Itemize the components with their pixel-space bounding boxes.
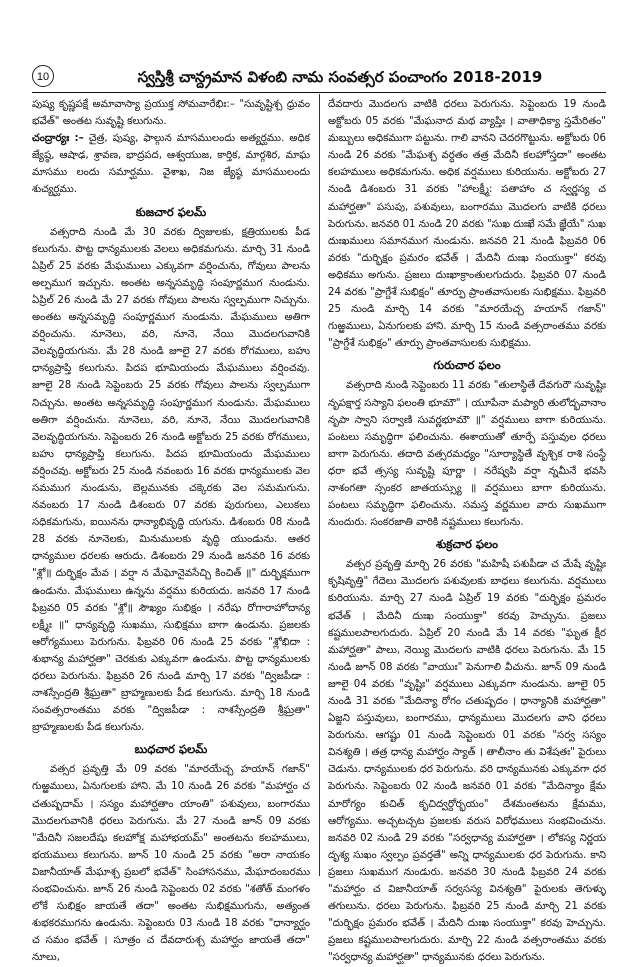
chandrara-text: చైత్ర, పుష్య, ఫాల్గున మాసములందు అత్యర్ఘము. అధిక జ్యేష్ఠ, ఆషాఢ, శ్రావణ, భాద్రపద, ఆశ్వయుజ, కార్తిక, మార్గశిర, మాఘ మాసము లందు సమార్ఘము. వైశాఖ, నిజ జ్యేష్ఠ మాసములందు శుచ్యర్ఘము. <box>32 133 310 196</box>
chandrara-paragraph <box>32 130 310 198</box>
header-rule <box>32 92 606 93</box>
guru-paragraph: వత్సరాది నుండి సెప్టెంబరు 11 వరకు "తులాస్థితే దేవగురౌ సువృష్టిః నృపక్షార్త సస్యాని ఫలంతి భూమౌ" । యూపేనా మప్యారి తులోద్భవానాం నృపా స్వాని సర్వాణి సువర్ణభూమౌ ॥" వర్షములు బాగా కురియును. పంటలు సమృద్ధిగా ఫలించును. ఈశాయుతో తూర్పే పస్తువుల ధరలు బాగా పెరుగును. తదాది వత్సరమధ్యం "సూర్యాస్థితే వృశ్చిక రాశి సంస్థే ధరా భవే త్సస్య సువృష్టి పూర్ణా । నరేష్వపి వర్షా న్నమీనే భవసి నాశంగతా స్సంకర జాతయస్స్యు ॥ వర్షములు బాగా కురియును. పంటలు సమృద్ధిగా ఫలించును. సమస్త వర్ణముల వారు సుఖముగా నుందురు. సంకరజాతి వారికి నష్టములు కలుగును. <box>328 380 606 529</box>
chandrara-label: చంద్రార్యః :– <box>32 133 84 145</box>
page-number: 10 <box>32 65 54 87</box>
column-divider <box>319 94 320 876</box>
budha-heading: బుధచార ఫలమ్ <box>134 742 208 757</box>
intro-paragraph: పుష్య కృష్ణపక్షే అమావాస్యా ప్రయుక్త సోమవారేభిః:– "సువృష్టిశ్చ ధ్రువం భవేత్" అంతట సువృష్టి కలుగును. <box>32 99 310 128</box>
left-column <box>32 96 310 964</box>
kuja-paragraph: వత్సరాది నుండి మే 30 వరకు ద్విజులకు, క్షత్రియులకు పీడ కలుగును. పొట్ట ధాన్యములకు వెలలు అధికమగును. మార్చి 31 నుండి ఏప్రిల్ 25 వరకు మేఘములు ఎక్కువగా వర్షించును, గోవులు పాలను అల్పముగ ఇచ్చును. అంతట అన్నసమృద్ధి సంపూర్ణముగ నుండును. ఏప్రిల్ 26 నుండి మే 27 వరకు గోవులు పాలను స్వల్పముగా నిచ్చును. అంతట అన్నసమృద్ధి సంపూర్ణముగ నుండును. మేఘములు అతిగా వర్షించును. నూనెలు, వరి, నూనె, నేయి మొదలగువానికి వెలవృద్ధియగును. మే 28 నుండి జూలై 27 వరకు రోగములు, బహు ధాన్యప్రాప్తి కలుగును. పిదప భూమియందు మేఘములు వర్షించవు. జూలై 28 నుండి సెప్టెంబరు 25 వరకు గోవులు పాలను స్వల్పముగా నిచ్చును. అంతట అన్నసమృద్ధి సంపూర్ణముగ నుండును. మేఘములు అతిగా వర్షించును. నూనెలు, వరి, నూనె, నేయి మొదలగువానికి వెలవృద్ధియగును. సెప్టెంబరు 26 నుండి అక్టోబరు 25 వరకు రోగములు, బహు ధాన్యప్రాప్తి కలుగును. పిదప భూమియందు మేఘములు వర్షించవు. అక్టోబరు 25 నుండి నవంబరు 16 వరకు ధాన్యములకు వెల సమముగ నుండును, బెల్లమునకు చక్కెరకు వెల సమమగును. నవంబరు 17 నుండి డిశంబరు 07 వరకు పురుగులు, ఎలుకలు సధికమగును, ఐయినను ధాన్యాభివృద్ధి యగును. డిశంబరు 08 నుండి 28 వరకు నూనెలకు, మినుములకు వృద్ధి యుండును. ఆతర ధాన్యముల ధరలకు ఆరుదు. డిశంబరు 29 నుండి జనవరి 16 వరకు "శ్లో॥ దుర్భిక్షం మేవ । వర్షా న మేఘోనైవసేచ్చి కించిత్ ॥" దుర్భిక్షముగా ఉండును. మేఘములు ఉన్నను వర్షము కురియదు. జనవరి 17 నుండి ఫిబ్రవరి 05 వరకు "శ్లో॥ సౌఖ్యం సుభిక్షం । నరేషు రోగారాహోదాన్య లక్ష్మీః ॥" ధాన్యవృద్ధి సుఖము, సుభిక్షము బాగా ఉండును. ప్రజలకు ఆరోగ్యములు పెరుగును. ఫిబ్రవరి 06 నుండి 25 వరకు "శ్లోభిదా : శుభాన్య మహార్ఘతా" చెరకుకు ఎక్కువగా ఉండును. పొట్ట ధాన్యములకు ధరలు పెరుగును. ఫిబ్రవరి 26 నుండి మార్చి 17 వరకు "ద్విజపీడా : నాశస్సేంద్రతి శ్రీఘ్రతా" బ్రాహ్మణులకు పీడ కలుగును. మార్చి 18 నుండి సంవత్సరాంతము వరకు "ద్విజపీడా : నాశస్సేంద్రతి శ్రీఘ్రతా" బ్రాహ్మణులకు పీడ కలుగును. <box>32 226 310 734</box>
running-title: స్వస్తిశ్రీ చాన్ద్రమాన విళంబి నామ సంవత్సర పంచాంగం 2018-2019 <box>137 68 543 86</box>
guru-heading: గురుచార ఫలం <box>433 358 501 373</box>
budha-paragraph: వత్సర ప్రవృత్తి మే 09 వరకు "మారయేచ్చ హయాన్ గజాన్" గుఱ్ఱములు, ఏనుగులకు హాని. మే 10 నుండి 26 వరకు "మహార్ఘం చ చతుష్పదామ్ । సస్యం మహార్ఘతాం యాంతి" పశువులు, బంగారము మొదలగువానికి ధరలు పెరుగును. మే 27 నుండి జూన్ 09 వరకు "మేదినీ సజలదేషు కలహోక్ష మహాభయమ్" అంతటను కలహములు, భయములు కలుగును. జూన్ 10 నుండి 25 వరకు "అరా నాయకం విజానీయాత్ మేఘాశ్చ ప్రబలో భవేత్" సింహాసనము, మేఘాదంబరము సంభవించును. జూన్ 26 నుండి సెప్టెంబరు 02 వరకు "శతోత్ మంగళం లోకే సుభిక్షం జాయతే తదా" అంతట సుభిక్షముగును, అత్యంత శుభకరముగను ఉండును. సెప్టెంబరు 03 నుండి 18 వరకు "ధాన్యార్ఘం చ సమం భవేత్ । సూత్రం చ దేవదారుశ్చ మహార్ఘం జాయతే తదా" నూలు, <box>32 764 310 964</box>
right-column <box>328 96 606 964</box>
page-header <box>32 64 606 90</box>
shukra-heading: శుక్రచార ఫలం <box>436 537 498 552</box>
kuja-heading: కుజచార ఫలమ్ <box>135 204 207 219</box>
budha-continued-paragraph: దేవదారు మొదలగు వాటికి ధరలు పెరుగును. సెప్టెంబరు 19 నుండి అక్టోబరు 05 వరకు "మేఘనాద మథ వ్యాప్తిః । వాతాధిక్యా స్తమేరితం" మబ్బులు అధికముగా పట్టును. గాలి వానని చెదరగొట్టును. అక్టోబరు 06 నుండి 26 వరకు "మేఘశ్చ వర్ధతం తత్ర మేదినీ కలహోస్తదా" అంతట కలహములు అధికమగును. అధిక వర్షములు కురియును. అక్టోబరు 27 నుండి డిశంబరు 31 వరకు "హాలక్ష్మీ: పతాహాం చ స్వర్ణస్య చ మహార్ఘతా" పసుపు, పశువులు, బంగారము మొదలగు వాటికి ధరలు పెరుగును. జనవరి 01 నుండి 20 వరకు "సుఖ దుఃఖే సమే జ్ఞేయే" సుఖ దుఃఖములు సమానముగ నుండును. జనవరి 21 నుండి ఫిబ్రవరి 06 వరకు "దుర్భిక్షం ప్రమరం భవేత్ । మేదినీ దుఃఖ సంయుక్తా" కరవు అధికము అగును. ప్రజలు దుఃఖాక్రాంతులగుదురు. ఫిబ్రవరి 07 నుండి 24 వరకు "ప్రాగ్దేశే సుభిక్షం" తూర్పు ప్రాంతవాసులకు సుభిక్షము. ఫిబ్రవరి 25 నుండి మార్చి 14 వరకు "మారయేచ్చ హయాన్ గజాన్" గుఱ్ఱములు, ఏనుగులకు హాని. మార్చి 15 నుండి వత్సరాంతము వరకు "ప్రాగ్దేశే సుభిక్షం" తూర్పు ప్రాంతవాసులకు సుభిక్షము. <box>328 99 606 350</box>
shukra-paragraph: వత్సర ప్రవృత్తి మార్చి 26 వరకు "మహిషీ పశుపీడా చ మేషే వృష్టిః కృషివృత్తి" గేదెలు మొదలగు పశువులకు బాధలు కలుగును. వర్షములు కురియును. మార్చి 27 నుండి ఏప్రిల్ 19 వరకు "దుర్భిక్షం ప్రమరం భవేత్ । మేదినీ దుఃఖ సంయుక్తా" కరవు హెచ్చును. ప్రజలు కష్టములపాలగుదురు. ఏప్రిల్ 20 నుండి మే 14 వరకు "ఘృత క్షీర మహార్ఘతా" పాలు, నెయ్యి మొదలగు వాటికి ధరలు పెరుగును. మే 15 నుండి జూన్ 08 వరకు "వాయుః" పెనుగాలి వీచును. జూన్ 09 నుండి జూలై 04 వరకు "వృష్టిః" వర్షములు ఎక్కువగా నుండును. జూలై 05 నుండి 31 వరకు "మేదిన్యా రోగం చతుష్పదం । ధాన్యానికి మహార్ఘతా" ఏజ్జని పస్తువులు, బంగారము, ధాన్యములు మొదలగు వాని ధరలు పెరుగును. ఆగష్టు 01 నుండి సెప్టెంబరు 01 వరకు "సర్వ సస్యం వినశ్యతి । తత్ర ధాన్య మహార్ఘం స్యాత్ । తాలీనాం తు విశేషతః" పైరులు చెడును. ధాన్యములకు ధర పెరుగును. వరి ధాన్యమునకు ఎక్కువగా ధర పెరుగును. సెప్టెంబరు 02 నుండి జనవరి 01 వరకు "మేదిన్యాం క్షేమ మారోగ్యం కుచిత్ కృచిద్వర్దోర్భయం" దేశమంతటను క్షేమము, ఆరోగ్యము. అచ్చటచ్చట ప్రజలకు వరుస విరోధములు సంభవించును. జనవరి 02 నుండి 29 వరకు "సర్వధాన్య మహార్ఘతా । లోకస్య నిర్ణయ దృశ్య సుఖం స్వల్పం ప్రవర్తతే" అన్ని ధాన్యములకు ధర పెరుగును. కాని ప్రజలు సుఖముగ నుండురు. జనవరి 30 నుండి ఫిబ్రవరి 24 వరకు "మహార్ఘం చ విజానీయాత్ సర్వసస్య వినశ్యతి" పైరులకు తెగుళ్ళు తగులును. ధరలు పెరుగును. ఫిబ్రవరి 25 నుండి మార్చి 21 వరకు "దుర్భిక్షం ప్రమరం భవేత్ । మేదినీ దుఃఖ సంయుక్తా" కరవు హెచ్చును. ప్రజలు కష్టములపాలగుదురు. మార్చి 22 నుండి వత్సరాంతము వరకు "సర్వధాన్య మహార్ఘతా" ధాన్యమునకు ధరలు పెరుగును. <box>328 559 606 964</box>
